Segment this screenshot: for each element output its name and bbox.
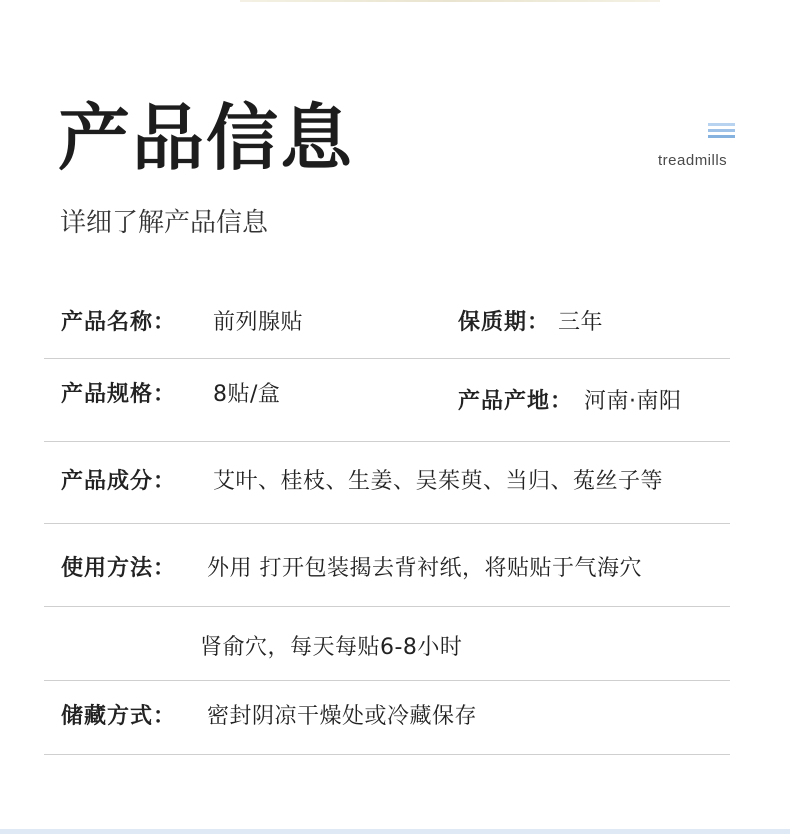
spec-label: 产品规格：: [61, 382, 177, 407]
page-title: 产品信息: [58, 96, 355, 180]
stacked-lines-icon: [708, 123, 735, 145]
brand-text: treadmills: [658, 152, 728, 169]
name-label: 产品名称：: [61, 310, 177, 335]
shelf-life-value: 三年: [558, 310, 604, 335]
spec-value: 8贴/盒: [213, 382, 281, 407]
ingredients-value: 艾叶、桂枝、生姜、吴茱萸、当归、菟丝子等: [213, 469, 664, 494]
info-row-usage: [44, 524, 730, 607]
page-subtitle: 详细了解产品信息: [60, 208, 269, 238]
info-row-storage: [44, 681, 730, 755]
shelf-life-label: 保质期：: [458, 310, 551, 335]
bottom-decor-strip: [0, 829, 790, 834]
info-row-usage-cont: [44, 607, 730, 681]
info-row-ingredients: [44, 442, 730, 524]
top-decor-strip: [240, 0, 660, 2]
ingredients-label: 产品成分：: [61, 469, 177, 494]
origin-value: 河南·南阳: [584, 389, 682, 414]
info-row-name: [44, 290, 730, 359]
name-value: 前列腺贴: [213, 310, 304, 335]
storage-value: 密封阴凉干燥处或冷藏保存: [207, 704, 478, 729]
usage-value-cont: 肾俞穴，每天每贴6-8小时: [200, 635, 463, 660]
info-row-spec: [44, 359, 730, 442]
origin-label: 产品产地：: [458, 389, 574, 414]
usage-value: 外用 打开包装揭去背衬纸，将贴贴于气海穴: [207, 556, 642, 581]
storage-label: 储藏方式：: [61, 704, 177, 729]
usage-label: 使用方法：: [61, 556, 177, 581]
